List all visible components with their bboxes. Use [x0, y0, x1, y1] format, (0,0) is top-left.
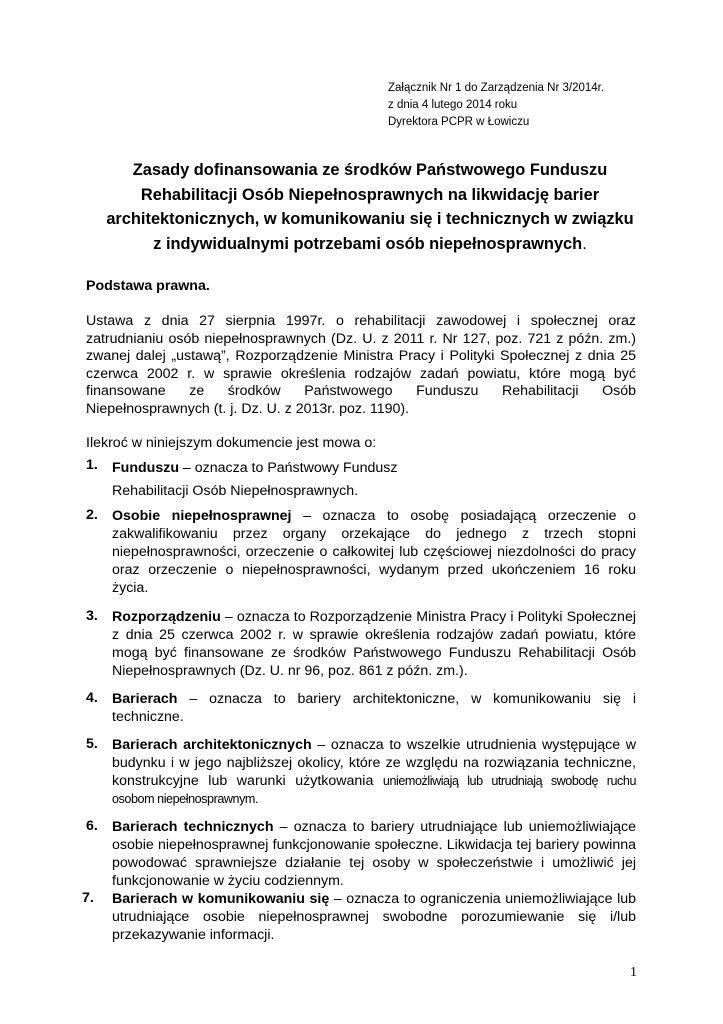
- definition-term: Barierach: [112, 691, 178, 707]
- definition-item: [86, 818, 636, 890]
- attachment-note-line: z dnia 4 lutego 2014 roku: [388, 99, 518, 111]
- definition-term: Rozporządzeniu: [112, 609, 221, 625]
- definition-number: 7.: [82, 890, 94, 906]
- definition-term: Barierach technicznych: [112, 819, 274, 835]
- definition-term: Osobie niepełnosprawnej: [112, 508, 292, 524]
- title-line: z indywidualnymi potrzebami osób niepełnosprawnych: [153, 234, 583, 253]
- definition-text-after: osobom niepełnosprawnym.: [112, 792, 259, 806]
- definition-number: 6.: [86, 818, 98, 834]
- title-line: Zasady dofinansowania ze środków Państwowego Funduszu: [132, 161, 608, 179]
- definition-item: [86, 457, 636, 503]
- definition-text: – oznacza to bariery utrudniające lub uniemożliwiające osobie niepełnosprawnej funkcjonowanie społeczne. Likwidacja tej bariery powinna powodować sprawniejsze działanie tej osoby w społeczeństwie i umożliwić jej funkcjonowanie w życiu codziennym.: [112, 819, 637, 889]
- definition-item: [86, 690, 636, 726]
- definition-item: [86, 736, 636, 808]
- title-end-punct: .: [582, 234, 587, 253]
- definition-term: Funduszu: [112, 460, 179, 476]
- title-line-last: [70, 232, 670, 257]
- definition-text: – oznacza to Państwowy Fundusz Rehabilitacji Osób Niepełnosprawnych.: [112, 460, 398, 499]
- attachment-note-line: Dyrektora PCPR w Łowiczu: [388, 116, 530, 128]
- definition-text: – oznacza to bariery architektoniczne, w komunikowaniu się i techniczne.: [112, 691, 636, 725]
- definition-number: 2.: [86, 507, 98, 523]
- definition-text-condensed: uniemożliwiają lub utrudniają swobodę ruchu: [382, 774, 637, 788]
- definition-item: [82, 890, 636, 944]
- document-title: [70, 158, 670, 256]
- page-number: 1: [630, 965, 637, 980]
- definition-number: 4.: [86, 690, 98, 706]
- title-line: Rehabilitacji Osób Niepełnosprawnych na likwidację barier: [140, 185, 600, 204]
- definitions-list: [82, 457, 637, 944]
- definition-text: – oznacza to ograniczenia uniemożliwiające lub utrudniające osobie niepełnosprawnej swobodne porozumiewanie się i/lub przekazywanie informacji.: [112, 891, 636, 943]
- definition-term: Barierach w komunikowaniu się: [112, 891, 330, 907]
- definition-number: 3.: [86, 608, 98, 624]
- legal-basis-heading: Podstawa prawna.: [86, 278, 210, 294]
- definitions-intro: Ilekroć w niniejszym dokumencie jest mowa o:: [86, 435, 377, 451]
- legal-basis-text: Ustawa z dnia 27 sierpnia 1997r. o rehabilitacji zawodowej i społecznej oraz zatrudnianiu osób niepełnosprawnych (Dz. U. z 2011 r. Nr 127, poz. 721 z późn. zm.) zwanej dalej „ustawą”, Rozporządzenie Ministra Pracy i Polityki Społecznej z dnia 25 czerwca 2002 r. w sprawie określenia rodzajów zadań powiatu, które mogą być finansowane ze środków Państwowego Funduszu Rehabilitacji Osób Niepełnosprawnych (t. j. Dz. U. z 2013r. poz. 1190).: [86, 313, 636, 417]
- definition-item: [86, 507, 636, 597]
- definition-term: Barierach architektonicznych: [112, 737, 312, 753]
- attachment-note: [388, 80, 604, 131]
- definition-item: [86, 608, 636, 680]
- definition-text: – oznacza to Rozporządzenie Ministra Pracy i Polityki Społecznej z dnia 25 czerwca 2002 r. w sprawie określenia rodzajów zadań powiatu, które mogą być finansowane ze środków Państwowego Funduszu Rehabilitacji Osób Niepełnosprawnych (Dz. U. nr 96, poz. 861 z późn. zm.).: [112, 609, 636, 679]
- definition-text: – oznacza to wszelkie utrudnienia występujące w budynku i w jego najbliższej okolicy, które ze względu na rozwiązania techniczne, konstrukcyjne lub warunki użytkowania: [112, 737, 636, 789]
- definition-number: 1.: [86, 457, 98, 473]
- definition-text: – oznacza to osobę posiadającą orzeczenie o zakwalifikowaniu przez organy orzekające do jednego z trzech stopni niepełnosprawności, orzeczenie o całkowitej lub częściowej niezdolności do pracy oraz orzeczenie o niepełnosprawności, wydanym przed ukończeniem 16 roku życia.: [112, 508, 636, 596]
- definition-number: 5.: [86, 736, 98, 752]
- title-line: architektonicznych, w komunikowaniu się i technicznych w związku: [106, 210, 634, 228]
- attachment-note-line: Załącznik Nr 1 do Zarządzenia Nr 3/2014r.: [388, 82, 605, 94]
